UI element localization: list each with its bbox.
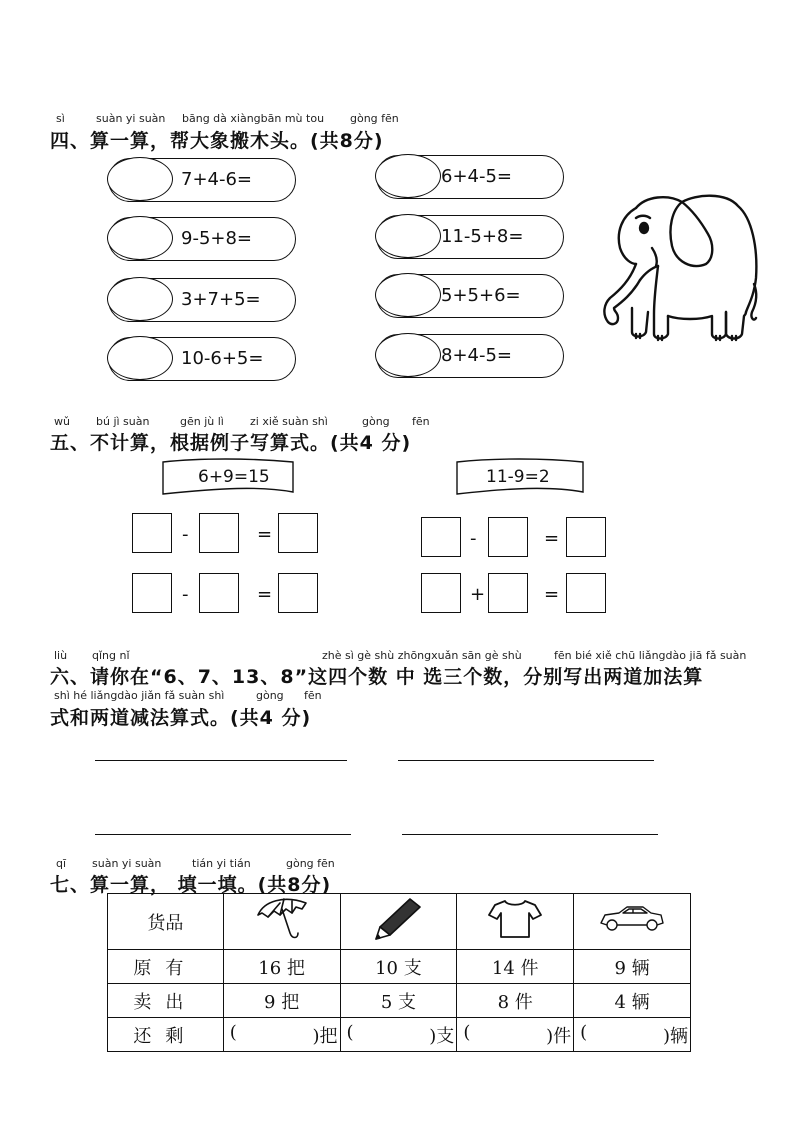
table-cell: 8 件 [457, 984, 574, 1018]
answer-box[interactable] [278, 573, 318, 613]
log-5 [376, 155, 564, 199]
paren-close-unit: )件 [546, 1025, 572, 1047]
operator: = [544, 528, 560, 549]
log-end [375, 273, 441, 317]
log-end [107, 216, 173, 260]
pinyin-gongfen: gòng fēn [350, 112, 399, 125]
log-6 [376, 215, 564, 259]
example-right-text: 11-9=2 [486, 467, 550, 487]
log-7 [376, 274, 564, 318]
row-header: 原有 [108, 950, 224, 984]
pinyin-shihe: shì hé liǎngdào jiǎn fǎ suàn shì [54, 689, 225, 702]
log-end [107, 277, 173, 321]
car-icon [597, 899, 667, 939]
operator: = [257, 524, 273, 545]
pinyin-wu: wǔ [54, 415, 70, 428]
tshirt-icon [487, 895, 543, 943]
answer-box[interactable] [278, 513, 318, 553]
elephant-icon [596, 188, 762, 352]
paren-close-unit: )辆 [662, 1025, 688, 1047]
blank-cell[interactable] [574, 1018, 691, 1052]
expression: 8+4-5= [441, 345, 513, 366]
section6-line2: 式和两道减法算式。(共4 分) [50, 707, 312, 729]
log-end [107, 157, 173, 201]
umbrella-icon [254, 895, 310, 943]
pinyin-bujisuan: bú jì suàn [96, 415, 150, 428]
answer-box[interactable] [199, 513, 239, 553]
table-cell: 14 件 [457, 950, 574, 984]
table-cell: 9 辆 [574, 950, 691, 984]
item-cell [574, 894, 691, 950]
expression: 9-5+8= [181, 228, 253, 249]
pinyin-liu: liù [54, 649, 68, 662]
expression: 3+7+5= [181, 289, 261, 310]
row-header: 货品 [108, 894, 224, 950]
table-row [108, 950, 691, 984]
answer-box[interactable] [566, 573, 606, 613]
expression: 6+4-5= [441, 166, 513, 187]
log-4 [108, 337, 296, 381]
table-cell: 16 把 [223, 950, 340, 984]
table-cell: 4 辆 [574, 984, 691, 1018]
expression: 7+4-6= [181, 169, 253, 190]
answer-box[interactable] [199, 573, 239, 613]
pinyin-zixiesuanshi: zi xiě suàn shì [250, 415, 328, 428]
answer-box[interactable] [421, 573, 461, 613]
answer-box[interactable] [566, 517, 606, 557]
log-1 [108, 158, 296, 202]
pinyin-fenbie: fēn bié xiě chū liǎngdào jiā fǎ suàn [554, 649, 747, 662]
paren-open: ( [580, 1021, 588, 1043]
log-end [375, 154, 441, 198]
pinyin-gong: gòng [362, 415, 390, 428]
pinyin-suanyisuan2: suàn yi suàn [92, 857, 162, 870]
log-3 [108, 278, 296, 322]
answer-line[interactable] [95, 834, 351, 835]
pinyin-qingni: qǐng nǐ [92, 649, 130, 662]
operator: - [470, 528, 477, 549]
expression: 11-5+8= [441, 226, 524, 247]
answer-box[interactable] [488, 573, 528, 613]
section5-heading: 五、不计算，根据例子写算式。(共4 分) [50, 432, 412, 454]
row-header: 卖出 [108, 984, 224, 1018]
blank-cell[interactable] [457, 1018, 574, 1052]
expression: 10-6+5= [181, 348, 264, 369]
table-cell: 10 支 [340, 950, 457, 984]
expression: 5+5+6= [441, 285, 521, 306]
pinyin-zhesigeshu: zhè sì gè shù zhōngxuǎn sān gè shù [322, 649, 522, 662]
answer-box[interactable] [421, 517, 461, 557]
answer-line[interactable] [402, 834, 658, 835]
table-cell: 5 支 [340, 984, 457, 1018]
blank-cell[interactable] [340, 1018, 457, 1052]
blank-cell[interactable] [223, 1018, 340, 1052]
item-cell [457, 894, 574, 950]
paren-close-unit: )支 [429, 1025, 455, 1047]
log-end [107, 336, 173, 380]
paren-open: ( [346, 1021, 354, 1043]
operator: - [182, 584, 189, 605]
log-2 [108, 217, 296, 261]
pinyin-gongfen3: gòng fēn [286, 857, 335, 870]
log-end [375, 333, 441, 377]
row-header: 还剩 [108, 1018, 224, 1052]
table-row [108, 984, 691, 1018]
table-row [108, 894, 691, 950]
operator: - [182, 524, 189, 545]
item-cell [340, 894, 457, 950]
pinyin-fen: fēn [412, 415, 430, 428]
pinyin-genjuli: gēn jù lì [180, 415, 224, 428]
answer-box[interactable] [132, 573, 172, 613]
goods-table [107, 893, 691, 1052]
operator: = [257, 584, 273, 605]
section7-heading: 七、算一算， 填一填。(共8分) [50, 874, 332, 896]
answer-box[interactable] [488, 517, 528, 557]
log-8 [376, 334, 564, 378]
paren-close-unit: )把 [312, 1025, 338, 1047]
pencil-icon [370, 895, 426, 943]
answer-line[interactable] [95, 760, 347, 761]
log-end [375, 214, 441, 258]
pinyin-tianyitian: tián yi tián [192, 857, 251, 870]
pinyin-bangdaxiang: bāng dà xiàngbān mù tou [182, 112, 325, 125]
pinyin-gong2: gòng [256, 689, 284, 702]
pinyin-si: sì [56, 112, 65, 125]
item-cell [223, 894, 340, 950]
paren-open: ( [229, 1021, 237, 1043]
answer-box[interactable] [132, 513, 172, 553]
example-left-text: 6+9=15 [198, 467, 270, 487]
pinyin-fen2: fēn [304, 689, 322, 702]
operator: + [470, 584, 486, 605]
section4-heading: 四、算一算，帮大象搬木头。(共8分) [50, 130, 384, 152]
pinyin-suanyisuan: suàn yi suàn [96, 112, 166, 125]
table-cell: 9 把 [223, 984, 340, 1018]
table-row [108, 1018, 691, 1052]
pinyin-qi: qī [56, 857, 67, 870]
answer-line[interactable] [398, 760, 654, 761]
section6-line1: 六、请你在“6、7、13、8”这四个数 中 选三个数，分别写出两道加法算 [50, 666, 704, 688]
operator: = [544, 584, 560, 605]
paren-open: ( [463, 1021, 471, 1043]
